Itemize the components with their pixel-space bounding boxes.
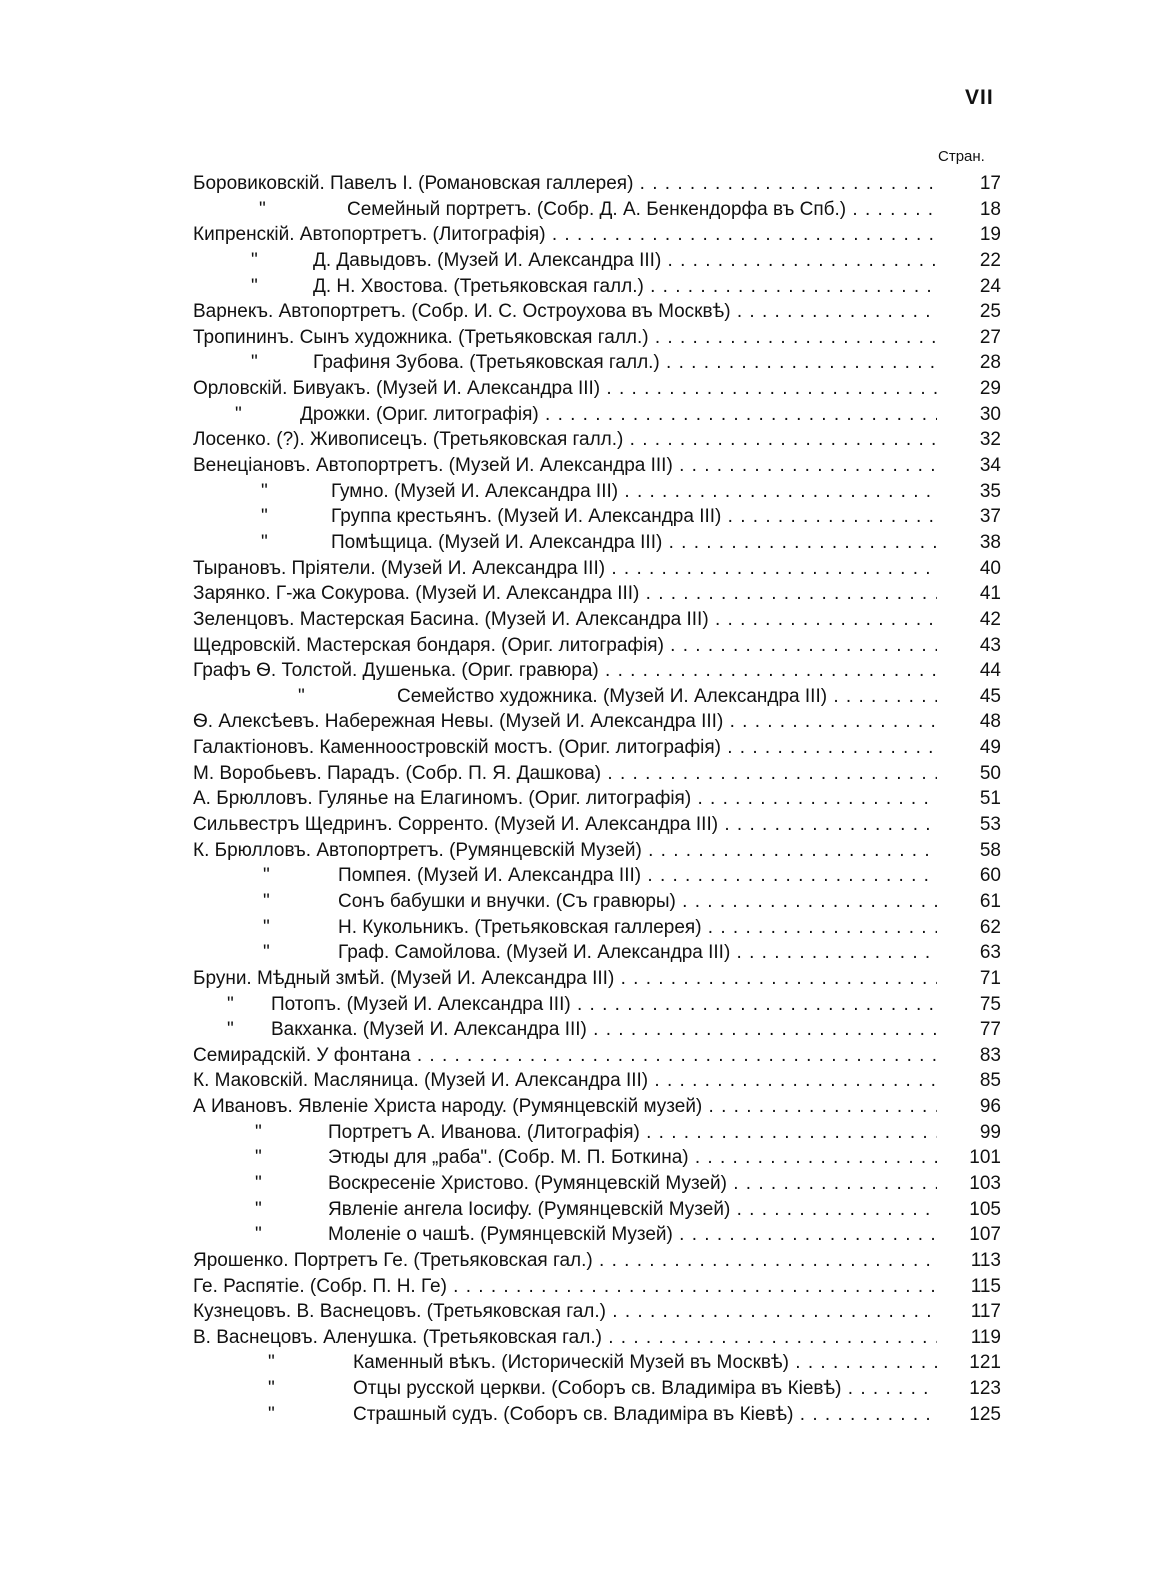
toc-entry-title: А Ивановъ. Явленіе Христа народу. (Румянцевскій музей) . . . xyxy=(193,1094,937,1120)
toc-row xyxy=(193,376,1001,402)
toc-entry-title: Зарянко. Г-жа Сокурова. (Музей И. Александра III) . . . xyxy=(193,581,937,607)
toc-row xyxy=(193,940,1001,966)
toc-entry-page: 45 xyxy=(979,685,1001,707)
toc-entry-title: М. Воробьевъ. Парадъ. (Собр. П. Я. Дашкова) . . . xyxy=(193,761,937,787)
toc-row xyxy=(193,735,1001,761)
toc-row xyxy=(193,786,1001,812)
toc-entry-page: 44 xyxy=(979,660,1001,682)
toc-entry-title: Каменный вѣкъ. (Историческій Музей въ Москвѣ) . . . xyxy=(353,1350,937,1376)
toc-row xyxy=(193,325,1001,351)
toc-entry-title: В. Васнецовъ. Аленушка. (Третьяковская гал.) . . . xyxy=(193,1325,937,1351)
ditto-mark: " xyxy=(255,1121,262,1143)
toc-entry-title: Сонъ бабушки и внучки. (Съ гравюры) . . . xyxy=(338,889,937,915)
toc-row xyxy=(193,992,1001,1018)
toc-entry-page: 119 xyxy=(970,1326,1001,1348)
toc-row xyxy=(193,453,1001,479)
ditto-mark: " xyxy=(255,1147,262,1169)
ditto-mark: " xyxy=(251,352,258,374)
toc-entry-title: Кипренскій. Автопортретъ. (Литографія) . . . xyxy=(193,222,937,248)
toc-entry-page: 41 xyxy=(979,583,1001,605)
toc-entry-title: Помпея. (Музей И. Александра III) . . . xyxy=(338,863,937,889)
toc-row xyxy=(193,761,1001,787)
ditto-mark: " xyxy=(263,942,270,964)
toc-entry-title: Ѳ. Алексѣевъ. Набережная Невы. (Музей И. Александра III) . . . xyxy=(193,709,937,735)
toc-entry-title: Галактіоновъ. Каменноостровскій мостъ. (Ориг. литографія) . . . xyxy=(193,735,937,761)
ditto-mark: " xyxy=(263,890,270,912)
toc-entry-page: 121 xyxy=(969,1352,1001,1374)
toc-entry-page: 19 xyxy=(979,224,1001,246)
toc-row xyxy=(193,1274,1001,1300)
toc-entry-page: 63 xyxy=(979,942,1001,964)
toc-row xyxy=(193,1402,1001,1428)
toc-row xyxy=(193,1325,1001,1351)
toc-entry-page: 38 xyxy=(979,531,1001,553)
toc-entry-page: 27 xyxy=(979,326,1001,348)
ditto-mark: " xyxy=(255,1224,262,1246)
toc-entry-title: Гумно. (Музей И. Александра III) . . . xyxy=(331,479,937,505)
toc-entry-title: А. Брюлловъ. Гулянье на Елагиномъ. (Ориг. литографія) . . . xyxy=(193,786,937,812)
toc-entry-page: 34 xyxy=(979,455,1001,477)
toc-entry-title: Графъ Ѳ. Толстой. Душенька. (Ориг. гравюра) . . . xyxy=(193,658,937,684)
toc-entry-page: 105 xyxy=(969,1198,1001,1220)
toc-entry-page: 22 xyxy=(979,249,1001,271)
toc-row xyxy=(193,1017,1001,1043)
toc-row xyxy=(193,299,1001,325)
toc-entry-title: Орловскій. Бивуакъ. (Музей И. Александра III) . . . xyxy=(193,376,937,402)
toc-entry-page: 24 xyxy=(979,275,1001,297)
toc-entry-page: 101 xyxy=(969,1147,1001,1169)
toc-entry-title: Этюды для „раба". (Собр. М. П. Боткина) . . . xyxy=(328,1145,937,1171)
toc-row xyxy=(193,889,1001,915)
toc-row xyxy=(193,1120,1001,1146)
toc-entry-title: Портретъ А. Иванова. (Литографія) . . . xyxy=(328,1120,937,1146)
toc-entry-title: Д. Давыдовъ. (Музей И. Александра III) . . . xyxy=(313,248,937,274)
toc-entry-page: 40 xyxy=(979,557,1001,579)
toc-entry-title: Отцы русской церкви. (Соборъ св. Владиміра въ Кіевѣ) . . . xyxy=(353,1376,937,1402)
ditto-mark: " xyxy=(235,403,242,425)
toc-entry-page: 123 xyxy=(969,1378,1001,1400)
toc-entry-page: 117 xyxy=(970,1301,1001,1323)
toc-row xyxy=(193,863,1001,889)
toc-entry-page: 29 xyxy=(979,378,1001,400)
toc-row xyxy=(193,1350,1001,1376)
toc-entry-page: 125 xyxy=(969,1403,1001,1425)
ditto-mark: " xyxy=(227,993,234,1015)
toc-entry-title: Явленіе ангела Іосифу. (Румянцевскій Музей) . . . xyxy=(328,1197,937,1223)
ditto-mark: " xyxy=(255,1172,262,1194)
toc-entry-page: 32 xyxy=(979,429,1001,451)
toc-row xyxy=(193,504,1001,530)
toc-entry-title: Граф. Самойлова. (Музей И. Александра III) . . . xyxy=(338,940,937,966)
ditto-mark: " xyxy=(261,531,268,553)
toc-entry-page: 43 xyxy=(979,634,1001,656)
toc-row xyxy=(193,1171,1001,1197)
ditto-mark: " xyxy=(263,916,270,938)
toc-entry-page: 99 xyxy=(979,1121,1001,1143)
toc-entry-title: Воскресеніе Христово. (Румянцевскій Музей) . . . xyxy=(328,1171,937,1197)
toc-entry-page: 71 xyxy=(979,967,1001,989)
toc-entry-page: 62 xyxy=(979,916,1001,938)
toc-entry-title: Семейный портретъ. (Собр. Д. А. Бенкендорфа въ Спб.) . . . xyxy=(347,197,937,223)
toc-entry-page: 25 xyxy=(979,301,1001,323)
ditto-mark: " xyxy=(227,1019,234,1041)
toc-entry-title: Потопъ. (Музей И. Александра III) . . . xyxy=(271,992,937,1018)
toc-entry-page: 113 xyxy=(970,1249,1001,1271)
toc-entry-title: К. Брюлловъ. Автопортретъ. (Румянцевскій Музей) . . . xyxy=(193,838,937,864)
toc-entry-title: Варнекъ. Автопортретъ. (Собр. И. С. Остроухова въ Москвѣ) . . . xyxy=(193,299,937,325)
toc-entry-title: Венеціановъ. Автопортретъ. (Музей И. Александра III) . . . xyxy=(193,453,937,479)
toc-row xyxy=(193,1043,1001,1069)
toc-entry-title: Дрожки. (Ориг. литографія) . . . xyxy=(300,402,937,428)
toc-entry-title: Семейство художника. (Музей И. Александра III) . . . xyxy=(397,684,937,710)
ditto-mark: " xyxy=(251,249,258,271)
toc-entry-title: Семирадскій. У фонтана . . . xyxy=(193,1043,937,1069)
table-of-contents xyxy=(193,171,1001,1427)
toc-entry-page: 35 xyxy=(979,480,1001,502)
ditto-mark: " xyxy=(268,1403,275,1425)
toc-row xyxy=(193,1094,1001,1120)
toc-row xyxy=(193,1376,1001,1402)
toc-entry-title: Зеленцовъ. Мастерская Басина. (Музей И. Александра III) . . . xyxy=(193,607,937,633)
toc-entry-title: Ярошенко. Портретъ Ге. (Третьяковская гал.) . . . xyxy=(193,1248,937,1274)
toc-row xyxy=(193,658,1001,684)
toc-entry-page: 58 xyxy=(979,839,1001,861)
toc-row xyxy=(193,222,1001,248)
toc-row xyxy=(193,402,1001,428)
toc-entry-title: Моленіе о чашѣ. (Румянцевскій Музей) . . . xyxy=(328,1222,937,1248)
toc-entry-page: 18 xyxy=(979,198,1001,220)
ditto-mark: " xyxy=(268,1352,275,1374)
page-number: VII xyxy=(965,86,994,109)
toc-entry-page: 51 xyxy=(979,788,1001,810)
toc-row xyxy=(193,966,1001,992)
toc-entry-title: Тропининъ. Сынъ художника. (Третьяковская галл.) . . . xyxy=(193,325,937,351)
toc-row xyxy=(193,607,1001,633)
ditto-mark: " xyxy=(261,480,268,502)
toc-row xyxy=(193,556,1001,582)
toc-entry-page: 103 xyxy=(969,1172,1001,1194)
toc-entry-page: 49 xyxy=(979,737,1001,759)
toc-row xyxy=(193,248,1001,274)
toc-entry-title: Лосенко. (?). Живописецъ. (Третьяковская галл.) . . . xyxy=(193,427,937,453)
toc-entry-title: Ге. Распятіе. (Собр. П. Н. Ге) . . . xyxy=(193,1274,937,1300)
toc-row xyxy=(193,1299,1001,1325)
toc-entry-title: Помѣщица. (Музей И. Александра III) . . . xyxy=(331,530,937,556)
toc-entry-title: Графиня Зубова. (Третьяковская галл.) . . . xyxy=(313,350,937,376)
ditto-mark: " xyxy=(255,1198,262,1220)
toc-entry-title: Тырановъ. Пріятели. (Музей И. Александра III) . . . xyxy=(193,556,937,582)
ditto-mark: " xyxy=(298,685,305,707)
toc-entry-page: 50 xyxy=(979,762,1001,784)
toc-row xyxy=(193,1145,1001,1171)
toc-row xyxy=(193,274,1001,300)
toc-entry-title: Боровиковскій. Павелъ I. (Романовская галлерея) . . . xyxy=(193,171,937,197)
toc-entry-page: 115 xyxy=(970,1275,1001,1297)
ditto-mark: " xyxy=(251,275,258,297)
page-column-header: Стран. xyxy=(938,148,985,165)
toc-entry-page: 61 xyxy=(979,890,1001,912)
ditto-mark: " xyxy=(259,198,266,220)
toc-entry-title: Вакханка. (Музей И. Александра III) . . . xyxy=(271,1017,937,1043)
toc-entry-page: 28 xyxy=(979,352,1001,374)
toc-entry-page: 83 xyxy=(979,1044,1001,1066)
ditto-mark: " xyxy=(268,1378,275,1400)
toc-entry-page: 96 xyxy=(979,1096,1001,1118)
toc-row xyxy=(193,427,1001,453)
toc-entry-title: К. Маковскій. Масляница. (Музей И. Александра III) . . . xyxy=(193,1068,937,1094)
toc-row xyxy=(193,812,1001,838)
toc-entry-title: Бруни. Мѣдный змѣй. (Музей И. Александра III) . . . xyxy=(193,966,937,992)
toc-entry-title: Кузнецовъ. В. Васнецовъ. (Третьяковская гал.) . . . xyxy=(193,1299,937,1325)
toc-entry-page: 85 xyxy=(979,1070,1001,1092)
toc-entry-page: 75 xyxy=(979,993,1001,1015)
toc-row xyxy=(193,197,1001,223)
toc-entry-page: 53 xyxy=(979,814,1001,836)
ditto-mark: " xyxy=(261,506,268,528)
toc-entry-title: Н. Кукольникъ. (Третьяковская галлерея) . . . xyxy=(338,915,937,941)
toc-row xyxy=(193,479,1001,505)
toc-entry-page: 77 xyxy=(979,1019,1001,1041)
toc-entry-page: 60 xyxy=(979,865,1001,887)
toc-row xyxy=(193,1197,1001,1223)
toc-entry-page: 107 xyxy=(969,1224,1001,1246)
toc-entry-title: Д. Н. Хвостова. (Третьяковская галл.) . . . xyxy=(313,274,937,300)
toc-row xyxy=(193,684,1001,710)
toc-entry-page: 37 xyxy=(979,506,1001,528)
toc-row xyxy=(193,838,1001,864)
toc-row xyxy=(193,709,1001,735)
toc-entry-title: Щедровскій. Мастерская бондаря. (Ориг. литографія) . . . xyxy=(193,633,937,659)
toc-entry-title: Сильвестръ Щедринъ. Сорренто. (Музей И. Александра III) . . . xyxy=(193,812,937,838)
toc-entry-page: 30 xyxy=(979,403,1001,425)
ditto-mark: " xyxy=(263,865,270,887)
toc-row xyxy=(193,633,1001,659)
toc-row xyxy=(193,1248,1001,1274)
toc-entry-page: 42 xyxy=(979,608,1001,630)
toc-row xyxy=(193,350,1001,376)
toc-entry-title: Группа крестьянъ. (Музей И. Александра III) . . . xyxy=(331,504,937,530)
toc-entry-page: 48 xyxy=(979,711,1001,733)
toc-row xyxy=(193,1068,1001,1094)
toc-row xyxy=(193,530,1001,556)
toc-entry-page: 17 xyxy=(979,173,1001,194)
toc-row xyxy=(193,1222,1001,1248)
toc-row xyxy=(193,581,1001,607)
toc-row xyxy=(193,915,1001,941)
toc-row xyxy=(193,171,1001,197)
toc-entry-title: Страшный судъ. (Соборъ св. Владиміра въ Кіевѣ) . . . xyxy=(353,1402,937,1428)
